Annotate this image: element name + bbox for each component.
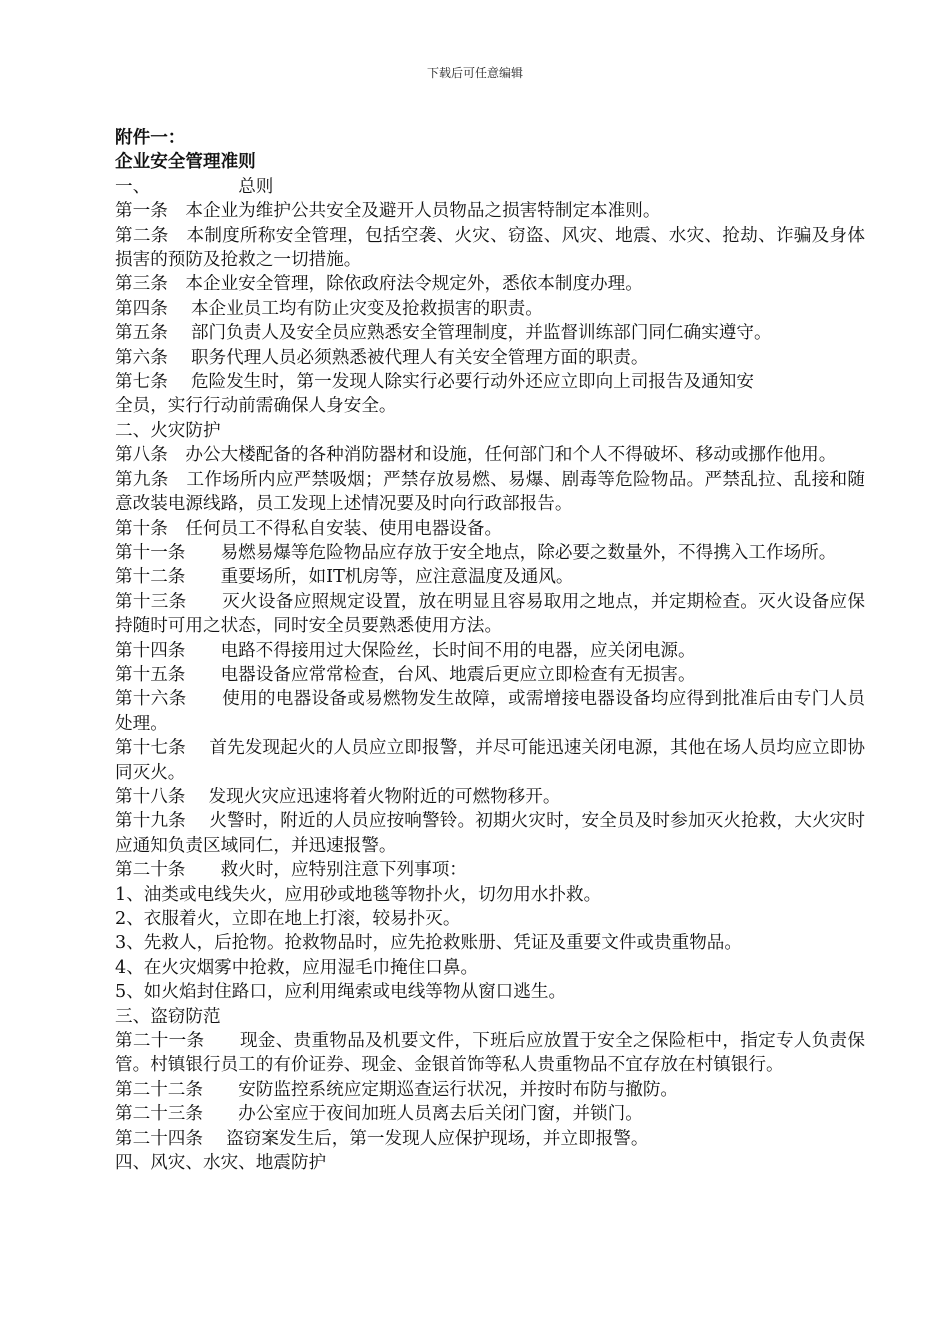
list-item: 3、先救人，后抢物。抢救物品时，应先抢救账册、凭证及重要文件或贵重物品。 [115,933,742,954]
list-item: 1、油类或电线失火，应用砂或地毯等物扑火，切勿用水扑救。 [115,884,602,905]
article-4: 第四条 本企业员工均有防止灾变及抢救损害的职责。 [115,298,543,319]
article-20: 第二十条 救火时，应特别注意下列事项： [115,860,467,881]
article-11: 第十一条 易燃易爆等危险物品应存放于安全地点，除必要之数量外，不得携入工作场所。 [115,542,837,563]
article-21: 第二十一条 现金、贵重物品及机要文件，下班后应放置于安全之保险柜中，指定专人负责保管。村镇银行员工的有价证券、现金、金银首饰等私人贵重物品不宜存放在村镇银行。 [115,1031,865,1076]
article-19: 第十九条 火警时，附近的人员应按响警铃。初期火灾时，安全员及时参加灭火抢救，大火灾时应通知负责区域同仁，并迅速报警。 [115,811,865,856]
list-item: 2、衣服着火，立即在地上打滚，较易扑灭。 [115,909,461,929]
list-item: 4、在火灾烟雾中抢救，应用湿毛巾掩住口鼻。 [115,957,479,978]
article-16: 第十六条 使用的电器设备或易燃物发生故障，或需增接电器设备均应得到批准后由专门人员处理。 [115,689,865,734]
article-9: 第九条 工作场所内应严禁吸烟；严禁存放易燃、易爆、剧毒等危险物品。严禁乱拉、乱接和随意改装电源线路，员工发现上述情况要及时向行政部报告。 [115,469,865,515]
page-header: 下载后可任意编辑 [426,66,523,80]
document-body [115,126,865,1175]
article-23: 第二十三条 办公室应于夜间加班人员离去后关闭门窗，并锁门。 [115,1104,643,1125]
article-7-line-2: 全员，实行行动前需确保人身安全。 [115,396,397,417]
article-22: 第二十二条 安防监控系统应定期巡查运行状况，并按时布防与撤防。 [115,1079,679,1100]
section-heading-fire: 二、火灾防护 [115,420,221,441]
section-heading-general [115,175,865,199]
section-heading-theft: 三、盗窃防范 [115,1006,221,1027]
article-6: 第六条 职务代理人员必须熟悉被代理人有关安全管理方面的职责。 [115,347,649,368]
section-title: 总则 [238,176,274,197]
article-17: 第十七条 首先发现起火的人员应立即报警，并尽可能迅速关闭电源，其他在场人员均应立即协同灭火。 [115,738,865,783]
section-heading-disaster: 四、风灾、水灾、地震防护 [115,1153,327,1174]
attachment-label: 附件一： [115,128,186,148]
article-2: 第二条 本制度所称安全管理，包括空袭、火灾、窃盗、风灾、地震、水灾、抢劫、诈骗及身体损害的预防及抢救之一切措施。 [115,225,865,271]
article-15: 第十五条 电器设备应常常检查，台风、地震后更应立即检查有无损害。 [115,664,696,685]
article-12: 第十二条 重要场所，如IT机房等，应注意温度及通风。 [115,567,574,588]
section-number: 一、 [115,176,151,197]
article-7-line-1: 第七条 危险发生时，第一发现人除实行必要行动外还应立即向上司报告及通知安 [115,372,754,393]
document-title: 企业安全管理准则 [115,152,256,173]
article-24: 第二十四条 盗窃案发生后，第一发现人应保护现场，并立即报警。 [115,1128,649,1149]
article-18: 第十八条 发现火灾应迅速将着火物附近的可燃物移开。 [115,786,561,807]
article-8: 第八条 办公大楼配备的各种消防器材和设施，任何部门和个人不得破坏、移动或挪作他用。 [115,445,837,466]
article-10: 第十条 任何员工不得私自安装、使用电器设备。 [115,518,503,539]
article-3: 第三条 本企业安全管理，除依政府法令规定外，悉依本制度办理。 [115,274,643,295]
article-14: 第十四条 电路不得接用过大保险丝，长时间不用的电器，应关闭电源。 [115,640,696,661]
article-5: 第五条 部门负责人及安全员应熟悉安全管理制度，并监督训练部门同仁确实遵守。 [115,323,772,344]
list-item: 5、如火焰封住路口，应利用绳索或电线等物从窗口逃生。 [115,982,567,1003]
article-13: 第十三条 灭火设备应照规定设置，放在明显且容易取用之地点，并定期检查。灭火设备应保持随时可用之状态，同时安全员要熟悉使用方法。 [115,591,865,637]
article-1: 第一条 本企业为维护公共安全及避开人员物品之损害特制定本准则。 [115,201,661,222]
